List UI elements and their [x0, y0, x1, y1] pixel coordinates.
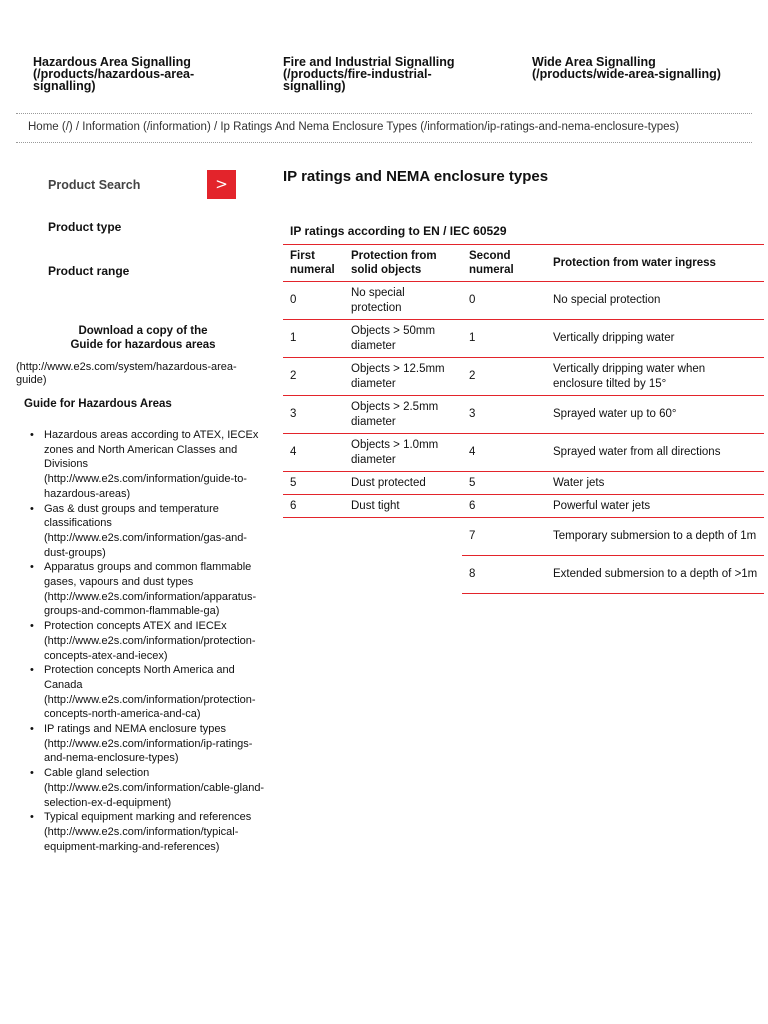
- table-cell: 0: [283, 282, 344, 320]
- nav-fire-industrial-signalling[interactable]: Fire and Industrial Signalling (/products/fire-industrial-signalling): [283, 55, 455, 93]
- table-cell: Objects > 2.5mm diameter: [344, 396, 462, 434]
- table-cell: 3: [462, 396, 546, 434]
- table-cell: 1: [462, 320, 546, 358]
- guide-item-url[interactable]: (http://www.e2s.com/information/guide-to-hazardous-areas): [44, 473, 247, 500]
- divider: [16, 142, 752, 143]
- guide-item-text[interactable]: • Hazardous areas according to ATEX, IECEx zones and North American Classes and Divisions: [44, 429, 259, 471]
- table-row: [283, 358, 764, 396]
- table-cell: Water jets: [546, 472, 764, 495]
- breadcrumb[interactable]: [28, 121, 758, 133]
- page-title: IP ratings and NEMA enclosure types: [283, 168, 549, 185]
- guide-title: Guide for Hazardous Areas: [24, 398, 172, 410]
- table-cell: Sprayed water up to 60°: [546, 396, 764, 434]
- table-cell: Vertically dripping water when enclosure tilted by 15°: [546, 358, 764, 396]
- table-cell: Objects > 1.0mm diameter: [344, 434, 462, 472]
- table-cell: [283, 556, 344, 594]
- product-range-selector[interactable]: Product range: [48, 264, 130, 278]
- download-line-2: Guide for hazardous areas: [70, 339, 216, 351]
- table-row: [283, 556, 764, 594]
- table-row: [283, 434, 764, 472]
- table-cell: 6: [283, 495, 344, 518]
- table-cell: 3: [283, 396, 344, 434]
- table-row: [283, 396, 764, 434]
- header-first-numeral: First numeral: [283, 245, 344, 282]
- table-cell: 7: [462, 518, 546, 556]
- download-guide-url[interactable]: (http://www.e2s.com/system/hazardous-area-guide): [16, 361, 237, 386]
- table-cell: No special protection: [344, 282, 462, 320]
- breadcrumb-text[interactable]: Home (/) / Information (/information) / Ip Ratings And Nema Enclosure Types (/information/ip-ratings-and-nema-enclosure-types): [28, 121, 680, 133]
- table-cell: Dust tight: [344, 495, 462, 518]
- table-cell: [283, 518, 344, 556]
- header-solid-objects: Protection from solid objects: [344, 245, 462, 282]
- guide-item-text[interactable]: • Gas & dust groups and temperature classifications: [44, 502, 219, 530]
- main-content: [283, 166, 764, 581]
- table-cell: [344, 556, 462, 594]
- guide-item-text[interactable]: • Typical equipment marking and references: [44, 811, 252, 824]
- guide-item-text[interactable]: • Apparatus groups and common flammable gases, vapours and dust types: [44, 561, 252, 589]
- table-row: [283, 282, 764, 320]
- guide-item-url[interactable]: (http://www.e2s.com/information/protection-concepts-atex-and-iecex): [44, 634, 256, 662]
- guide-item-text[interactable]: • IP ratings and NEMA enclosure types: [44, 723, 227, 736]
- table-cell: Sprayed water from all directions: [546, 434, 764, 472]
- table-row: [283, 472, 764, 495]
- guide-item-url[interactable]: (http://www.e2s.com/information/ip-ratings-and-nema-enclosure-types): [44, 737, 253, 765]
- nav-wide-area-signalling[interactable]: Wide Area Signalling (/products/wide-area-signalling): [532, 55, 721, 81]
- guide-list-item[interactable]: [44, 766, 270, 810]
- product-search-button[interactable]: >: [207, 170, 236, 199]
- table-row: [283, 495, 764, 518]
- table-header-row: [283, 245, 764, 282]
- guide-item-text[interactable]: • Protection concepts ATEX and IECEx: [44, 620, 227, 633]
- table-row: [283, 320, 764, 358]
- guide-list-item[interactable]: [44, 810, 270, 854]
- top-navigation: [0, 56, 768, 112]
- table-cell: Dust protected: [344, 472, 462, 495]
- download-line-1: Download a copy of the: [78, 325, 208, 337]
- table-cell: Extended submersion to a depth of >1m: [546, 556, 764, 594]
- guide-item-url[interactable]: (http://www.e2s.com/information/gas-and-dust-groups): [44, 531, 247, 559]
- guide-list: [44, 428, 270, 854]
- guide-list-item[interactable]: [44, 619, 270, 663]
- divider: [16, 113, 752, 114]
- guide-list-item[interactable]: [44, 502, 270, 561]
- guide-item-text[interactable]: • Cable gland selection: [44, 767, 150, 780]
- product-search-row: [16, 166, 270, 206]
- ip-ratings-table: [283, 244, 764, 594]
- table-cell: 4: [462, 434, 546, 472]
- table-cell: No special protection: [546, 282, 764, 320]
- table-cell: 2: [462, 358, 546, 396]
- table-cell: Objects > 50mm diameter: [344, 320, 462, 358]
- nav-hazardous-area-signalling[interactable]: Hazardous Area Signalling (/products/hazardous-area-signalling): [33, 55, 195, 93]
- sidebar: [16, 166, 270, 853]
- product-search-label[interactable]: Product Search: [48, 178, 141, 192]
- guide-item-url[interactable]: (http://www.e2s.com/information/cable-gland-selection-ex-d-equipment): [44, 781, 265, 809]
- guide-item-text[interactable]: • Protection concepts North America and Canada: [44, 664, 235, 691]
- table-cell: Vertically dripping water: [546, 320, 764, 358]
- guide-list-item[interactable]: [44, 722, 270, 766]
- download-guide-link[interactable]: [16, 324, 270, 352]
- table-cell: 0: [462, 282, 546, 320]
- table-cell: 4: [283, 434, 344, 472]
- product-type-selector[interactable]: Product type: [48, 220, 122, 234]
- guide-list-item[interactable]: [44, 560, 270, 619]
- guide-item-url[interactable]: (http://www.e2s.com/information/protection-concepts-north-america-and-ca): [44, 693, 256, 721]
- table-cell: Temporary submersion to a depth of 1m: [546, 518, 764, 556]
- guide-item-url[interactable]: (http://www.e2s.com/information/typical-equipment-marking-and-references): [44, 825, 239, 853]
- table-cell: Powerful water jets: [546, 495, 764, 518]
- table-title: IP ratings according to EN / IEC 60529: [290, 224, 507, 238]
- header-second-numeral: Second numeral: [462, 245, 546, 282]
- table-cell: 2: [283, 358, 344, 396]
- table-cell: 1: [283, 320, 344, 358]
- table-cell: [344, 518, 462, 556]
- table-cell: Objects > 12.5mm diameter: [344, 358, 462, 396]
- table-cell: 5: [283, 472, 344, 495]
- header-water-ingress: Protection from water ingress: [546, 245, 764, 282]
- table-cell: 5: [462, 472, 546, 495]
- guide-list-item[interactable]: [44, 663, 270, 722]
- guide-item-url[interactable]: (http://www.e2s.com/information/apparatus-groups-and-common-flammable-ga): [44, 590, 257, 618]
- table-cell: 8: [462, 556, 546, 594]
- guide-list-item[interactable]: [44, 428, 270, 502]
- table-row: [283, 518, 764, 556]
- table-cell: 6: [462, 495, 546, 518]
